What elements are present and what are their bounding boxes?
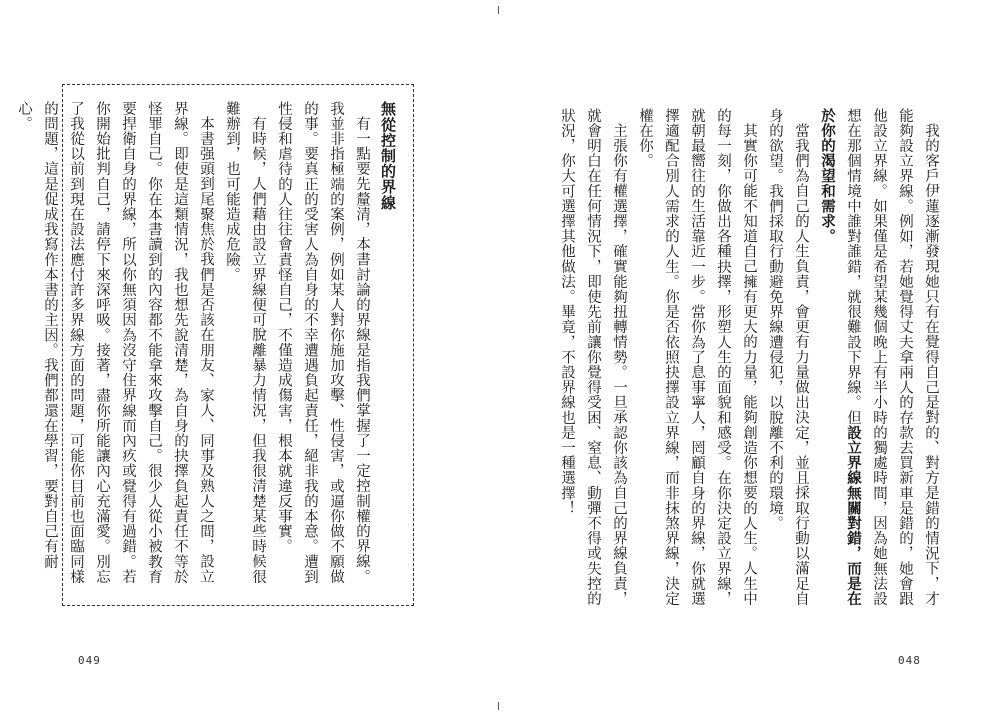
sidebar-text: [16, 101, 401, 595]
body-paragraph: [814, 108, 944, 613]
main-text-column: [554, 108, 944, 613]
sidebar-paragraph: 有時候，人們藉由設立界線便可脫離暴力情況，但我很清楚某些時候很難辦到，也可能造成危險。: [224, 101, 266, 584]
emphasis-text: 設立界線無關對錯，而是在於你的渴望和需求。: [819, 108, 862, 607]
page-number-left: 049: [78, 654, 101, 667]
body-paragraph: 當我們為自己的人生負責，會更有力量做出決定，並且採取行動以滿足自身的欲望。我們採取行動避免界線遭侵犯，以脫離不利的環境。: [767, 108, 809, 606]
sidebar-title: 無從控制的界線: [379, 101, 397, 211]
body-paragraph: 主張你有權選擇，確實能夠扭轉情勢。一旦承認你該為自己的界線負責，就會明白在任何情況下，即使先前讓你覺得受困、窒息、動彈不得或失控的狀況，你大可選擇其他做法。畢竟，不設界線也是一種選擇！: [559, 108, 627, 607]
body-paragraph: 其實你可能不知道自己擁有更大的力量，能夠創造你想要的人生。人生中的每一刻，你做出各種抉擇，形塑人生的面貌和感受。在你決定設立界線，就朝最嚮往的生活靠近一步。當你為了息事寧人，罔顧自身的界線，你就選擇適配合別人需求的人生。你是否依照抉擇設立界線，而非抹煞界線，決定權在你。: [637, 108, 757, 607]
sidebar-paragraph: 本書强頭到尾聚焦於我們是否該在朋友、家人、同事及熟人之間，設立界線。即使是這類情況，我也想先說清楚，為自身的抉擇負起責任不等於怪罪自己。你在本書讀到的內容都不能拿來攻擊自己。很少人從小被教育要捍衛自身的界線，所以你無須因為沒守住界線而內疚或覺得有過錯。若你開始批判自己，請停下來深呼吸。接著，盡你所能讓內心充滿愛。別忘了我從以前到現在設法應付許多界線方面的問題，可能你目前也面臨同樣的問題，這是促成我寫作本書的主因。我們都還在學習，要對自己有耐心。: [16, 101, 214, 585]
sidebar-box: [16, 84, 414, 606]
right-page: [500, 0, 1000, 714]
sidebar-paragraph: 有一點要先釐清，本書討論的界線是指我們掌握了一定控制權的界線。我並非指極端的案例，例如某人對你施加攻擊、性侵害，或逼你做不願做的事。要真正的受害人為自身的不幸遭遇負起責任，絕非我的本意。遭到性侵和虐待的人往往會責怪自己，不僅造成傷害，根本就違反事實。: [276, 101, 370, 585]
body-text: 我的客戶伊蓮逐漸發現她只有在覺得自己是對的、對方是錯的情況下，才能夠設立界線。例如，若她覺得丈夫拿兩人的存款去買新車是錯的，她會跟他設立界線。如果僅是希望某幾個晚上有半小時的獨處時間，因為她無法設想在那個情境中誰對誰錯，就很難設下界線。但: [845, 108, 939, 607]
main-text: [554, 108, 944, 613]
page-number-right: 048: [898, 654, 921, 667]
